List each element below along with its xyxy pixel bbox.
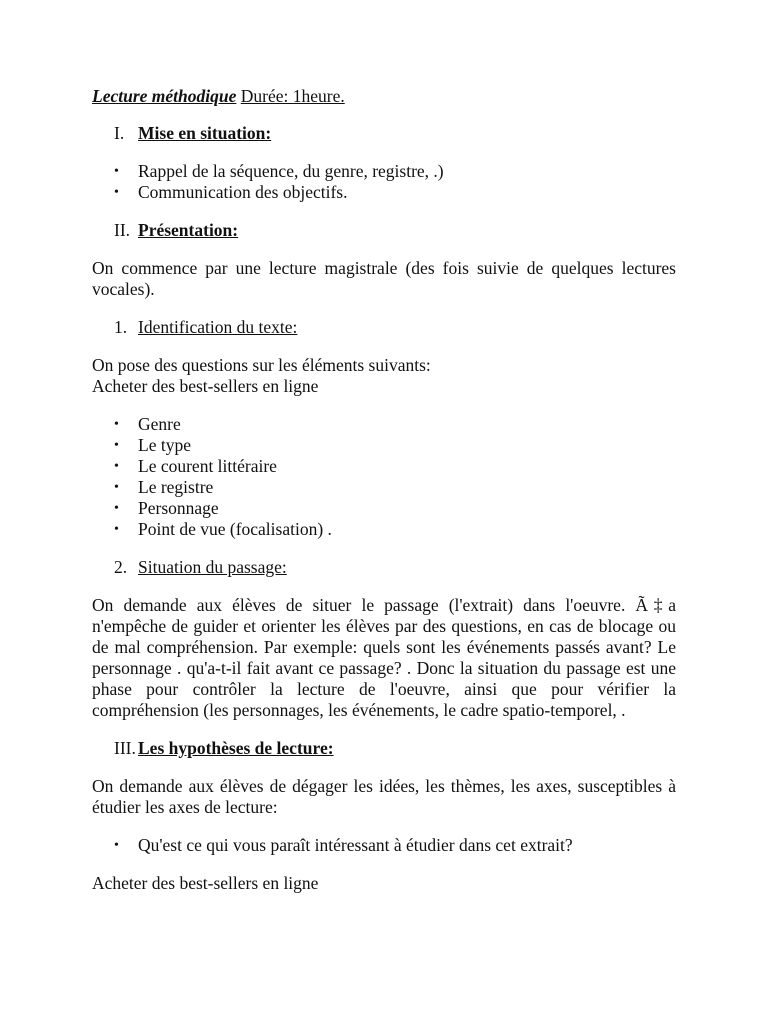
list-item: • Le registre	[92, 477, 676, 498]
paragraph: On demande aux élèves de dégager les idées, les thèmes, les axes, susceptibles à étudier les axes de lecture:	[92, 776, 676, 817]
subsection-title: Identification du texte:	[138, 317, 298, 337]
subsection-number: 2.	[114, 557, 128, 577]
title-main: Lecture méthodique	[92, 86, 237, 106]
bullet-icon: •	[114, 522, 119, 537]
subsection-heading-2	[92, 557, 676, 578]
list-item: • Communication des objectifs.	[92, 182, 676, 203]
section-heading-1	[92, 123, 676, 144]
list-item: • Rappel de la séquence, du genre, registre, .)	[92, 161, 676, 182]
subsection-title: Situation du passage:	[138, 557, 287, 577]
section-title: Présentation:	[138, 220, 239, 240]
list-item: • Personnage	[92, 498, 676, 519]
list-item: • Qu'est ce qui vous paraît intéressant à étudier dans cet extrait?	[92, 835, 676, 856]
bullet-icon: •	[114, 838, 119, 853]
bullet-icon: •	[114, 164, 119, 179]
bullet-icon: •	[114, 417, 119, 432]
section-title: Mise en situation:	[138, 123, 272, 143]
section-heading-3	[92, 738, 676, 759]
paragraph: On demande aux élèves de situer le passage (l'extrait) dans l'oeuvre. Ã‡a n'empêche de guider et orienter les élèves par des questions, en cas de blocage ou de mal compréhension. Par exemple: quels sont les événements passés avant? Le personnage . qu'a-t-il fait avant ce passage? . Donc la situation du passage est une phase pour contrôler la lecture de l'oeuvre, ainsi que pour vérifier la compréhension (les personnages, les événements, le cadre spatio-temporel, .	[92, 595, 676, 720]
bullet-list-2	[92, 414, 676, 540]
bullet-icon: •	[114, 185, 119, 200]
section-title: Les hypothèses de lecture:	[138, 738, 334, 758]
section-heading-2	[92, 220, 676, 241]
title-duration: Durée: 1heure.	[240, 86, 345, 106]
bullet-icon: •	[114, 459, 119, 474]
section-number: III.	[114, 738, 136, 758]
paragraph: Acheter des best-sellers en ligne	[92, 873, 319, 893]
list-item: • Le courent littéraire	[92, 456, 676, 477]
list-item: • Genre	[92, 414, 676, 435]
paragraph: On commence par une lecture magistrale (des fois suivie de quelques lectures vocales).	[92, 258, 676, 299]
bullet-icon: •	[114, 480, 119, 495]
bullet-list-3	[92, 835, 676, 856]
subsection-heading-1	[92, 317, 676, 338]
paragraph: Acheter des best-sellers en ligne	[92, 376, 319, 396]
paragraph: On pose des questions sur les éléments suivants:	[92, 355, 431, 375]
document-body	[92, 86, 676, 894]
list-item: • Point de vue (focalisation) .	[92, 519, 676, 540]
subsection-number: 1.	[114, 317, 128, 337]
bullet-list-1	[92, 161, 676, 203]
section-number: II.	[114, 220, 131, 240]
bullet-icon: •	[114, 501, 119, 516]
list-item: • Le type	[92, 435, 676, 456]
section-number: I.	[114, 123, 125, 143]
bullet-icon: •	[114, 438, 119, 453]
document-title	[92, 86, 676, 107]
